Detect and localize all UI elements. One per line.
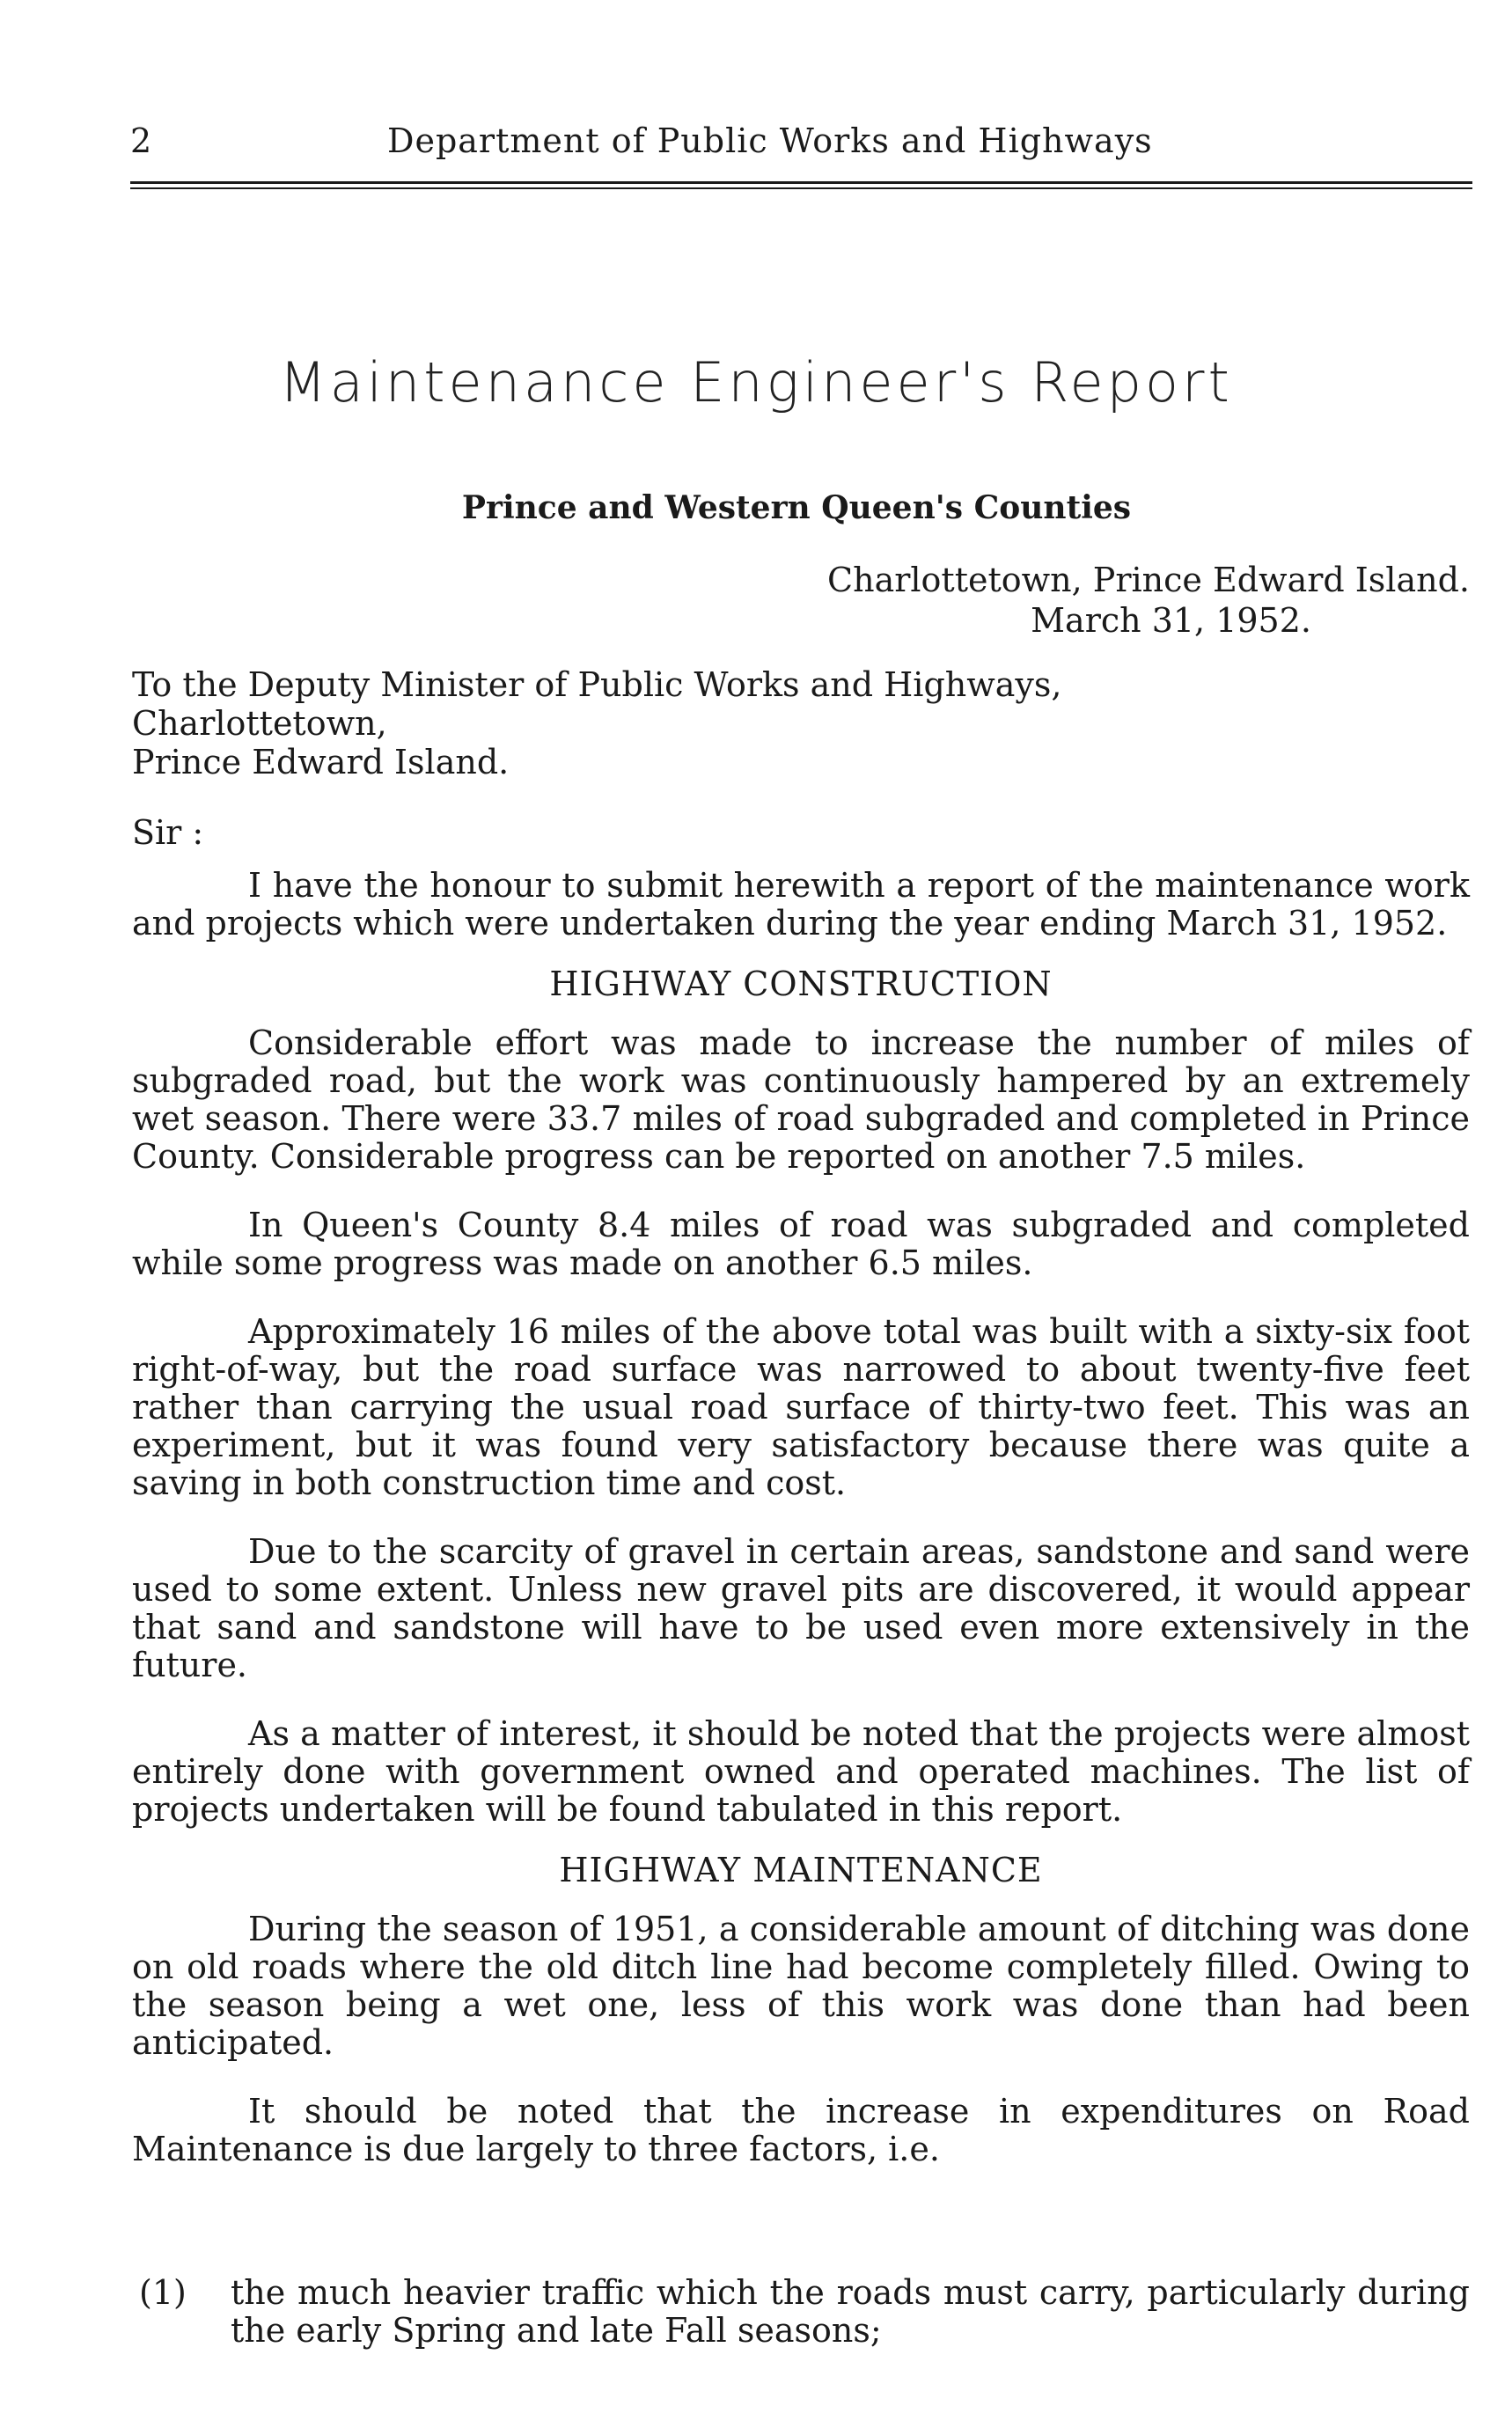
running-header bbox=[130, 121, 1472, 176]
header-rule-thin bbox=[130, 187, 1472, 189]
list-item-text: the much heavier traffic which the roads must carry, particularly during the early Spring and late Fall seasons; bbox=[231, 2273, 1470, 2350]
body-paragraph: Due to the scarcity of gravel in certain areas, sandstone and sand were used to some extent. Unless new gravel pits are discovered, it would appear that sand and sandstone will have to be used even more extensively in the future. bbox=[132, 1532, 1470, 1684]
body-paragraph: As a matter of interest, it should be noted that the projects were almost entirely done with government owned and operated machines. The list of projects undertaken will be found tabulated in this report. bbox=[132, 1714, 1470, 1829]
dateline bbox=[827, 560, 1470, 641]
salutation: Sir : bbox=[132, 813, 204, 852]
numbered-list bbox=[132, 2274, 1470, 2350]
address-line: Prince Edward Island. bbox=[132, 743, 510, 781]
body-paragraph: In Queen's County 8.4 miles of road was subgraded and completed while some progress was made on another 6.5 miles. bbox=[132, 1206, 1470, 1282]
body-paragraph: During the season of 1951, a considerable amount of ditching was done on old roads where the old ditch line had become completely filled. Owing to the season being a wet one, less of this work was done than had been anticipated. bbox=[132, 1910, 1470, 2062]
intro-paragraph: I have the honour to submit herewith a report of the maintenance work and projects which were undertaken during the year ending March 31, 1952. bbox=[132, 866, 1470, 943]
body-paragraph: It should be noted that the increase in expenditures on Road Maintenance is due largely to three factors, i.e. bbox=[132, 2092, 1470, 2168]
report-subtitle: Prince and Western Queen's Counties bbox=[461, 489, 1132, 526]
section-heading-construction: HIGHWAY CONSTRUCTION bbox=[549, 965, 1053, 1003]
dateline-date: March 31, 1952. bbox=[1031, 601, 1311, 640]
list-item-number: (1) bbox=[139, 2273, 187, 2312]
body-paragraph: Approximately 16 miles of the above total was built with a sixty-six foot right-of-way, but the road surface was narrowed to about twenty-five feet rather than carrying the usual road surface of thirty-two feet. This was an experiment, but it was found very satisfactory because there was quite a saving in both construction time and cost. bbox=[132, 1312, 1470, 1502]
dateline-place: Charlottetown, Prince Edward Island. bbox=[827, 561, 1470, 599]
address-line: To the Deputy Minister of Public Works and Highways, bbox=[132, 665, 1062, 704]
report-body bbox=[132, 867, 1470, 2199]
body-paragraph: Considerable effort was made to increase the number of miles of subgraded road, but the work was continuously hampered by an extremely wet season. There were 33.7 miles of road subgraded and completed in Prince County. Considerable progress can be reported on another 7.5 miles. bbox=[132, 1023, 1470, 1176]
address-line: Charlottetown, bbox=[132, 704, 387, 743]
page-number: 2 bbox=[130, 121, 152, 160]
header-rule bbox=[130, 181, 1472, 184]
report-title: Maintenance Engineer's Report bbox=[279, 350, 1233, 414]
inside-address bbox=[132, 665, 1061, 781]
section-heading-maintenance: HIGHWAY MAINTENANCE bbox=[559, 1851, 1043, 1889]
running-header-title: Department of Public Works and Highways bbox=[387, 121, 1153, 160]
list-item bbox=[132, 2274, 1470, 2350]
